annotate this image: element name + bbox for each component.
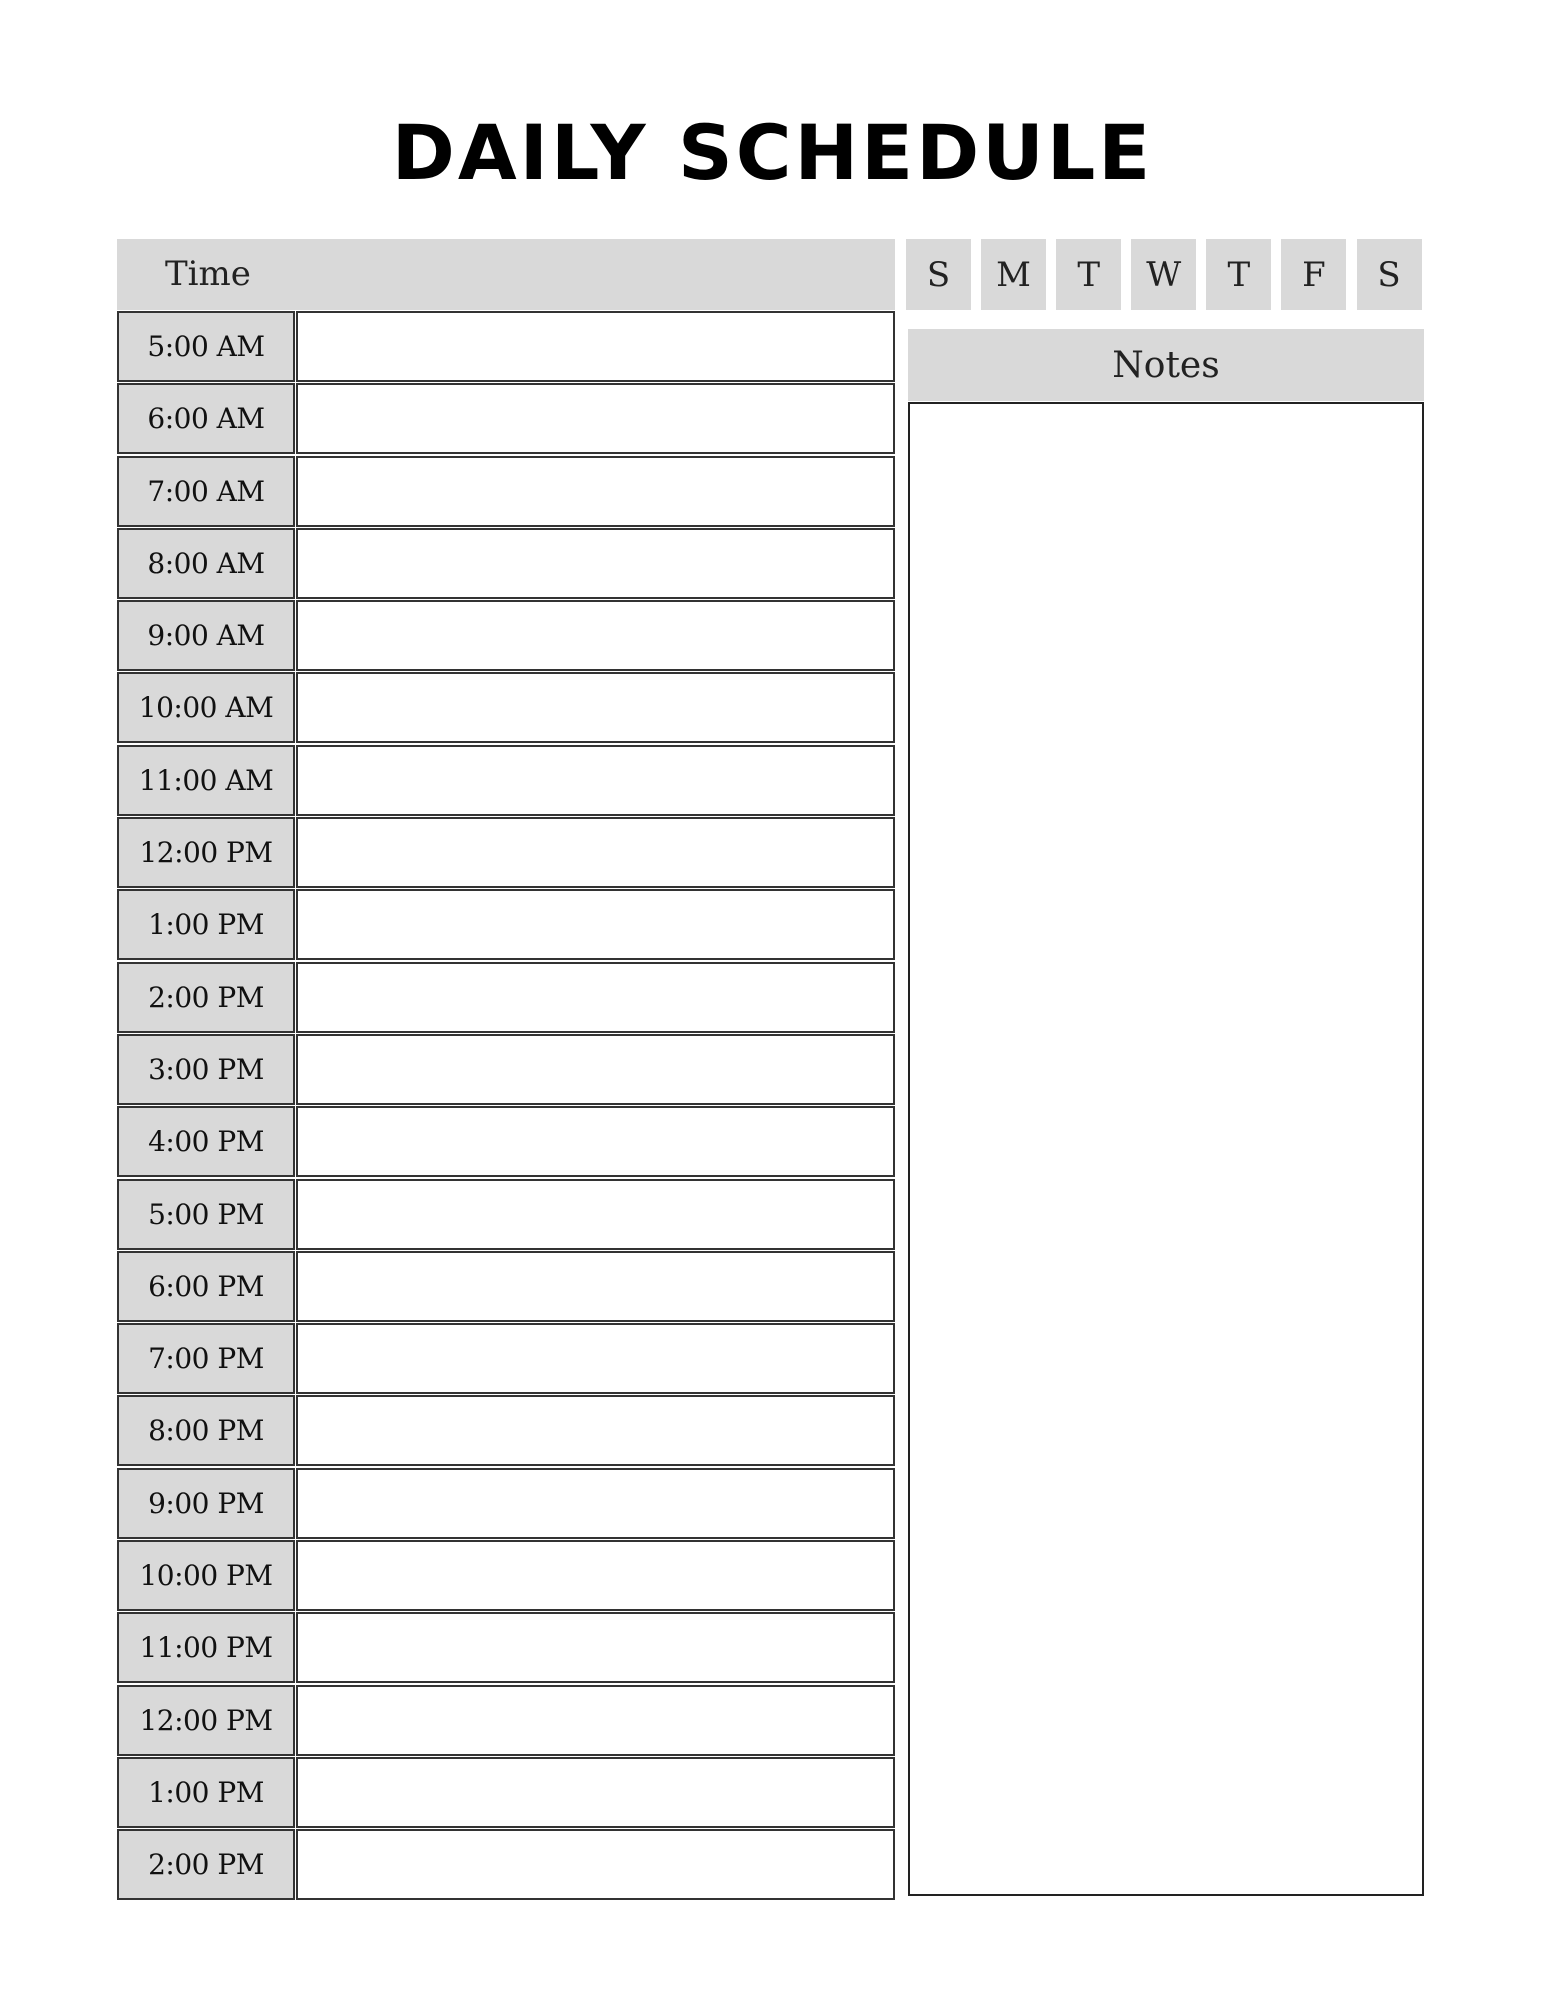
time-slot-label: 1:00 PM	[117, 1757, 295, 1828]
schedule-row	[117, 1540, 895, 1612]
entry-field[interactable]	[296, 817, 895, 888]
schedule-row	[117, 1395, 895, 1467]
time-slot-label: 1:00 PM	[117, 889, 295, 960]
entry-field[interactable]	[296, 1829, 895, 1900]
entry-field[interactable]	[296, 600, 895, 671]
entry-field[interactable]	[296, 456, 895, 527]
time-slot-label: 11:00 AM	[117, 745, 295, 816]
entry-field[interactable]	[296, 962, 895, 1033]
schedule-row	[117, 745, 895, 817]
entry-field[interactable]	[296, 528, 895, 599]
notes-area[interactable]	[908, 402, 1424, 1896]
schedule-row	[117, 672, 895, 744]
schedule-row	[117, 1251, 895, 1323]
time-slot-label: 6:00 PM	[117, 1251, 295, 1322]
schedule-row	[117, 817, 895, 889]
schedule-row	[117, 1323, 895, 1395]
schedule-row	[117, 1757, 895, 1829]
day-box[interactable]: T	[1206, 239, 1271, 310]
time-slot-label: 12:00 PM	[117, 1685, 295, 1756]
day-box[interactable]: T	[1056, 239, 1121, 310]
page-title: DAILY SCHEDULE	[391, 108, 1154, 197]
schedule-row	[117, 456, 895, 528]
schedule-row	[117, 889, 895, 961]
notes-header: Notes	[908, 329, 1424, 401]
entry-field[interactable]	[296, 1179, 895, 1250]
entry-field[interactable]	[296, 311, 895, 382]
entry-field[interactable]	[296, 1540, 895, 1611]
time-slot-label: 7:00 AM	[117, 456, 295, 527]
time-slot-label: 8:00 PM	[117, 1395, 295, 1466]
entry-field[interactable]	[296, 383, 895, 454]
schedule-row	[117, 600, 895, 672]
time-slot-label: 10:00 AM	[117, 672, 295, 743]
entry-field[interactable]	[296, 1106, 895, 1177]
schedule-row	[117, 1612, 895, 1684]
schedule-row	[117, 1179, 895, 1251]
entry-field[interactable]	[296, 1685, 895, 1756]
day-box[interactable]: M	[981, 239, 1046, 310]
time-header-label: Time	[165, 254, 251, 294]
schedule-row	[117, 383, 895, 455]
entry-field[interactable]	[296, 1323, 895, 1394]
schedule-rows	[117, 311, 895, 1902]
time-slot-label: 3:00 PM	[117, 1034, 295, 1105]
time-slot-label: 11:00 PM	[117, 1612, 295, 1683]
schedule-row	[117, 1685, 895, 1757]
time-slot-label: 6:00 AM	[117, 383, 295, 454]
day-box[interactable]: W	[1131, 239, 1196, 310]
weekday-selector	[906, 239, 1424, 310]
time-slot-label: 2:00 PM	[117, 1829, 295, 1900]
day-box[interactable]: S	[906, 239, 971, 310]
time-slot-label: 5:00 AM	[117, 311, 295, 382]
entry-field[interactable]	[296, 672, 895, 743]
schedule-row	[117, 1034, 895, 1106]
entry-field[interactable]	[296, 889, 895, 960]
entry-field[interactable]	[296, 1757, 895, 1828]
schedule-row	[117, 962, 895, 1034]
day-box[interactable]: S	[1357, 239, 1422, 310]
schedule-row	[117, 1829, 895, 1901]
entry-field[interactable]	[296, 1034, 895, 1105]
schedule-row	[117, 528, 895, 600]
time-slot-label: 2:00 PM	[117, 962, 295, 1033]
schedule-row	[117, 1468, 895, 1540]
time-slot-label: 7:00 PM	[117, 1323, 295, 1394]
time-slot-label: 10:00 PM	[117, 1540, 295, 1611]
time-slot-label: 8:00 AM	[117, 528, 295, 599]
entry-field[interactable]	[296, 1251, 895, 1322]
time-slot-label: 9:00 PM	[117, 1468, 295, 1539]
entry-field[interactable]	[296, 745, 895, 816]
entry-field[interactable]	[296, 1395, 895, 1466]
time-slot-label: 4:00 PM	[117, 1106, 295, 1177]
time-slot-label: 5:00 PM	[117, 1179, 295, 1250]
day-box[interactable]: F	[1281, 239, 1346, 310]
time-slot-label: 9:00 AM	[117, 600, 295, 671]
entry-field[interactable]	[296, 1468, 895, 1539]
schedule-row	[117, 1106, 895, 1178]
entry-field[interactable]	[296, 1612, 895, 1683]
time-column-header	[117, 239, 895, 310]
time-slot-label: 12:00 PM	[117, 817, 295, 888]
schedule-row	[117, 311, 895, 383]
